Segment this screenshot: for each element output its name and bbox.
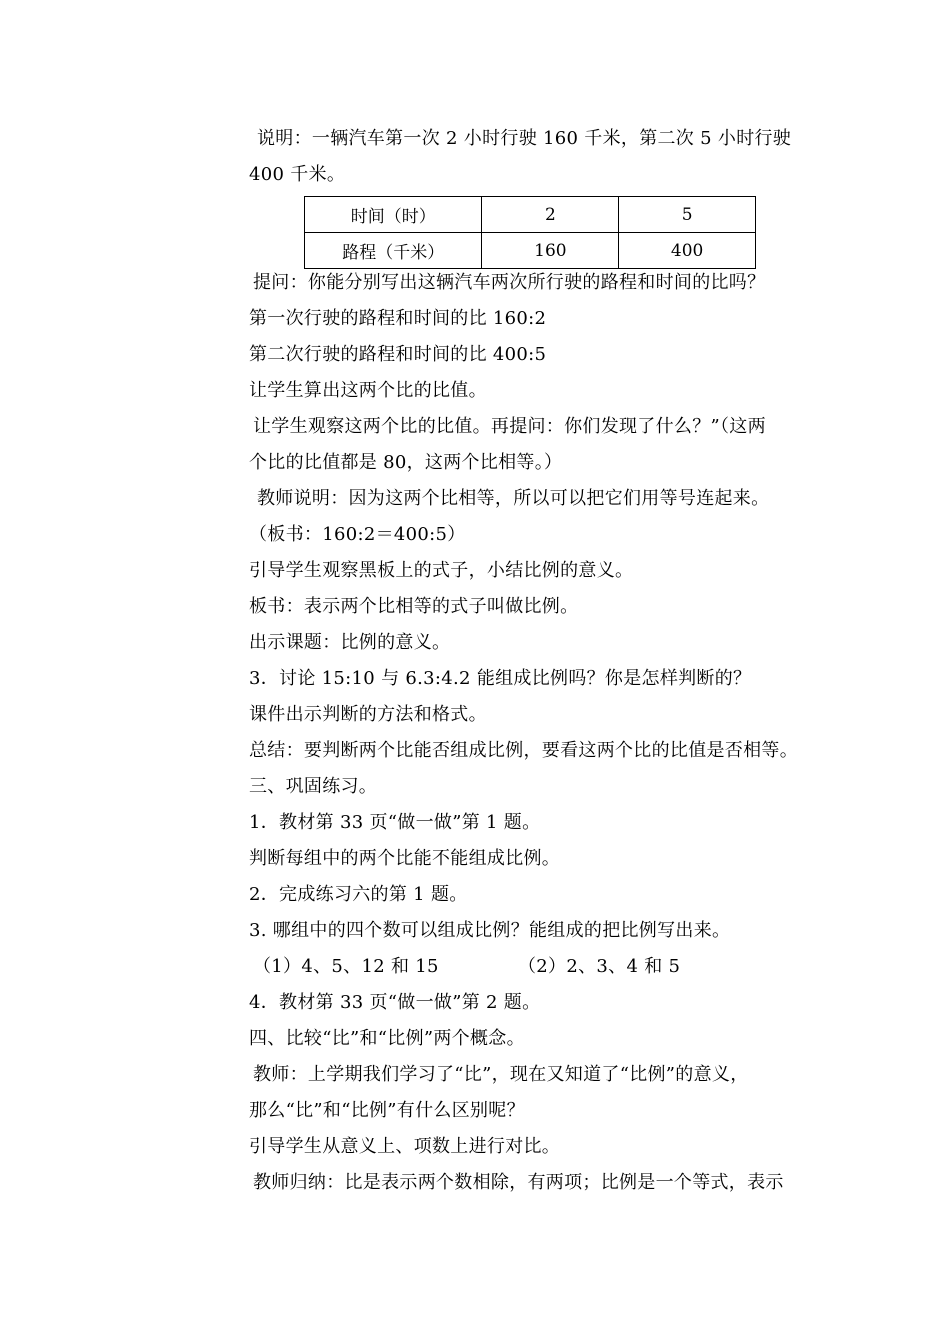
- paragraph-line: 教师：上学期我们学习了“比”，现在又知道了“比例”的意义，: [253, 1064, 749, 1085]
- paragraph-line: 总结：要判断两个比能否组成比例，要看这两个比的比值是否相等。: [249, 740, 798, 761]
- paragraph-line: 教师归纳：比是表示两个数相除，有两项；比例是一个等式，表示: [253, 1172, 784, 1193]
- section-heading: 三、巩固练习。: [249, 776, 378, 797]
- paragraph-line: 说明：一辆汽车第一次 2 小时行驶 160 千米，第二次 5 小时行驶: [257, 128, 792, 149]
- paragraph-line: 判断每组中的两个比能不能组成比例。: [249, 848, 561, 869]
- paragraph-line: 3．讨论 15:10 与 6.3:4.2 能组成比例吗？你是怎样判断的？: [249, 668, 752, 689]
- paragraph-line: 1．教材第 33 页“做一做”第 1 题。: [249, 812, 541, 833]
- exercise-item: （2）2、3、4 和 5: [518, 956, 681, 977]
- table-cell: 时间（时）: [305, 197, 482, 233]
- paragraph-line: 4．教材第 33 页“做一做”第 2 题。: [249, 992, 541, 1013]
- paragraph-line: 400 千米。: [249, 164, 346, 185]
- table-cell: 160: [482, 233, 619, 269]
- paragraph-line: 让学生算出这两个比的比值。: [249, 380, 487, 401]
- paragraph-line: 那么“比”和“比例”有什么区别呢？: [249, 1100, 525, 1121]
- paragraph-line: 个比的比值都是 80，这两个比相等。）: [249, 452, 563, 473]
- table-row: [305, 197, 756, 233]
- section-heading: 四、比较“比”和“比例”两个概念。: [249, 1028, 525, 1049]
- paragraph-line: 第二次行驶的路程和时间的比 400:5: [249, 344, 547, 365]
- paragraph-line: 引导学生从意义上、项数上进行对比。: [249, 1136, 561, 1157]
- data-table: [304, 196, 756, 269]
- paragraph-line: 2．完成练习六的第 1 题。: [249, 884, 468, 905]
- paragraph-line: 教师说明：因为这两个比相等，所以可以把它们用等号连起来。: [257, 488, 770, 509]
- paragraph-line: 出示课题：比例的意义。: [249, 632, 451, 653]
- table-cell: 路程（千米）: [305, 233, 482, 269]
- paragraph-line: 板书：表示两个比相等的式子叫做比例。: [249, 596, 579, 617]
- paragraph-line: 课件出示判断的方法和格式。: [249, 704, 487, 725]
- paragraph-line: （板书：160:2＝400:5）: [249, 524, 466, 545]
- paragraph-line: 引导学生观察黑板上的式子，小结比例的意义。: [249, 560, 634, 581]
- paragraph-line: 第一次行驶的路程和时间的比 160:2: [249, 308, 547, 329]
- table-cell: 400: [619, 233, 756, 269]
- table-cell: 2: [482, 197, 619, 233]
- paragraph-line: 3. 哪组中的四个数可以组成比例？能组成的把比例写出来。: [249, 920, 731, 941]
- exercise-item: （1）4、5、12 和 15: [253, 956, 439, 977]
- table-cell: 5: [619, 197, 756, 233]
- table-row: [305, 233, 756, 269]
- paragraph-line: 提问：你能分别写出这辆汽车两次所行驶的路程和时间的比吗？: [253, 272, 766, 293]
- paragraph-line: 让学生观察这两个比的比值。再提问：你们发现了什么？”（这两: [253, 416, 766, 437]
